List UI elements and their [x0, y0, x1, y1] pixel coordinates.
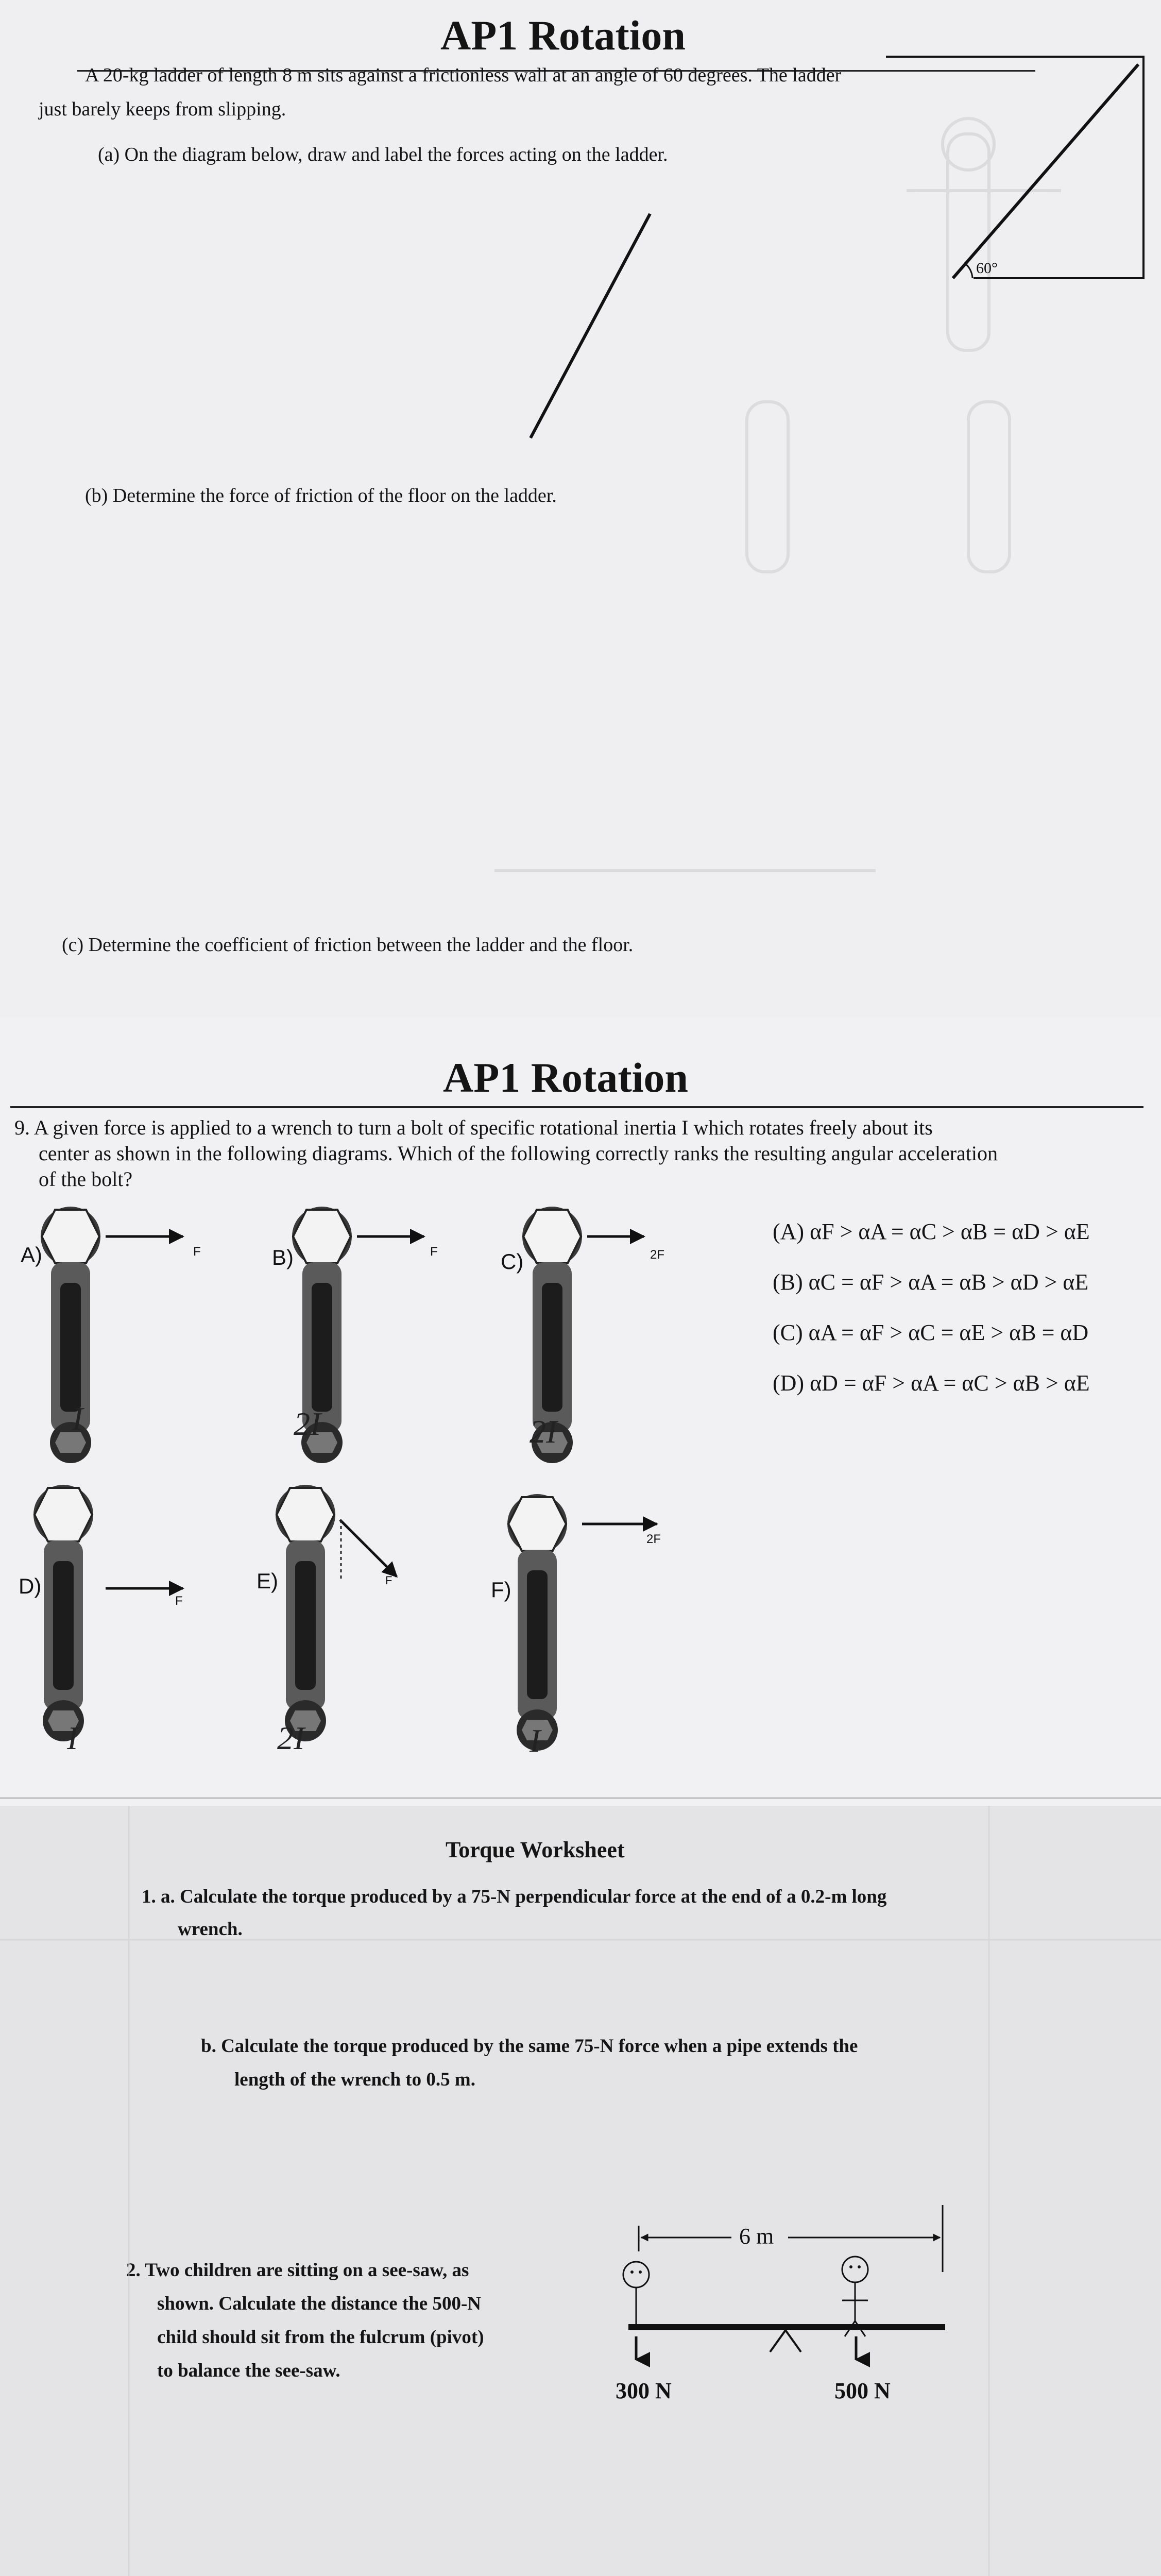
wrench-e	[257, 1485, 397, 1756]
wrench-f	[491, 1494, 661, 1759]
right-weight-label: 500 N	[834, 2378, 891, 2403]
ladder-diagrams	[0, 0, 1161, 1018]
inertia-note: I	[530, 1722, 541, 1759]
choice-ranking: αD = αF > αA = αC > αB > αE	[810, 1370, 1090, 1396]
question-part-c: (c) Determine the coefficient of friction between the ladder and the floor.	[62, 934, 634, 956]
torque-diagrams	[0, 1806, 1161, 2576]
force-label: F	[430, 1245, 438, 1259]
ladder-line	[531, 214, 650, 438]
wrench-b	[272, 1207, 438, 1463]
inertia-note: 2I	[277, 1720, 305, 1756]
wrench-diagrams	[0, 1018, 1161, 1806]
worksheet-page-wrench	[0, 1018, 1161, 1806]
wrench-c	[501, 1207, 664, 1463]
choice-ranking: αF > αA = αC > αB = αD > αE	[810, 1219, 1090, 1244]
wrench-letter: F)	[491, 1578, 511, 1602]
question-part-a: (a) On the diagram below, draw and label the forces acting on the ladder.	[98, 144, 668, 165]
question-1b: b. Calculate the torque produced by the same 75-N force when a pipe extends the	[201, 2036, 858, 2057]
wall-and-floor-frame	[886, 57, 1143, 278]
fulcrum	[770, 2330, 801, 2352]
reference-ladder	[953, 64, 1138, 278]
force-label: F	[193, 1245, 201, 1259]
problem-intro: A 20-kg ladder of length 8 m sits against a frictionless wall at an angle of 60 degrees. The ladder	[85, 64, 842, 86]
paper-texture	[0, 1806, 1161, 2576]
inertia-note: 2I	[294, 1405, 321, 1442]
question-9-cont: of the bolt?	[39, 1167, 133, 1191]
force-arrow	[340, 1520, 397, 1577]
inertia-note: 2I	[530, 1413, 557, 1450]
question-2-line: 2. Two children are sitting on a see-saw, as	[126, 2260, 469, 2281]
question-9-cont: center as shown in the following diagrams. Which of the following correctly ranks the resulting angular acceleration	[39, 1142, 998, 1165]
page-title: AP1 Rotation	[440, 12, 686, 59]
force-label: F	[385, 1574, 392, 1587]
child-right-head	[842, 2257, 868, 2282]
question-1a: 1. a. Calculate the torque produced by a 75-N perpendicular force at the end of a 0.2-m long	[142, 1886, 887, 1907]
choice-label: (D)	[773, 1370, 805, 1396]
question-2-line: to balance the see-saw.	[157, 2360, 340, 2381]
faint-background-figures	[494, 118, 1061, 871]
child-left-head	[623, 2262, 649, 2287]
span-label: 6 m	[739, 2224, 774, 2249]
question-2-line: child should sit from the fulcrum (pivot)	[157, 2327, 484, 2348]
question-1b-cont: length of the wrench to 0.5 m.	[234, 2069, 475, 2090]
question-1a-cont: wrench.	[178, 1919, 243, 1940]
problem-intro-cont: just barely keeps from slipping.	[39, 98, 286, 120]
wrench-letter: D)	[19, 1574, 42, 1598]
wrench-letter: C)	[501, 1249, 524, 1274]
wrench-d	[19, 1485, 183, 1756]
worksheet-page-ladder	[0, 0, 1161, 1018]
left-weight-label: 300 N	[616, 2378, 672, 2403]
choice-label: (B)	[773, 1269, 803, 1295]
wrench-letter: E)	[257, 1569, 278, 1593]
seesaw-board	[628, 2324, 945, 2330]
choice-ranking: αC = αF > αA = αB > αD > αE	[808, 1269, 1089, 1295]
question-part-b: (b) Determine the force of friction of the floor on the ladder.	[85, 485, 557, 506]
wrench-a	[21, 1207, 201, 1463]
force-label: F	[175, 1594, 183, 1608]
wrench-letter: B)	[272, 1245, 294, 1269]
choice-label: (A)	[773, 1219, 805, 1244]
question-9: 9. A given force is applied to a wrench to turn a bolt of specific rotational inertia I which rotates freely about its	[14, 1116, 933, 1139]
choice-label: (C)	[773, 1320, 803, 1345]
page-title: AP1 Rotation	[443, 1054, 689, 1101]
wrench-letter: A)	[21, 1243, 42, 1267]
page-title: Torque Worksheet	[446, 1837, 625, 1862]
worksheet-page-torque	[0, 1806, 1161, 2576]
inertia-note: I	[67, 1720, 78, 1756]
choice-ranking: αA = αF > αC = αE > αB = αD	[808, 1320, 1089, 1345]
force-label: 2F	[650, 1248, 665, 1262]
question-2-line: shown. Calculate the distance the 500-N	[157, 2293, 481, 2314]
angle-label: 60°	[976, 260, 998, 277]
force-label: 2F	[646, 1532, 661, 1546]
inertia-note: I	[72, 1400, 83, 1437]
seesaw-diagram	[616, 2205, 945, 2403]
